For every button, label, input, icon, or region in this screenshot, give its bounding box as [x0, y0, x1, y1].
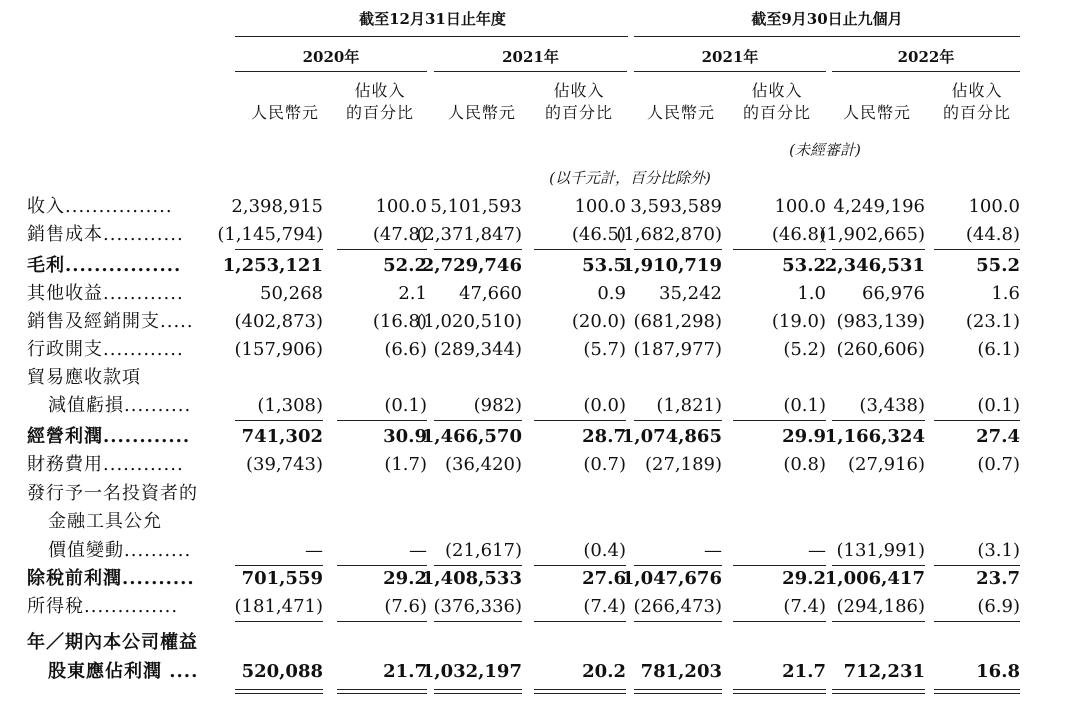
total-double-rule — [733, 689, 826, 694]
percentage-cell: 29.2 — [782, 568, 826, 589]
subtotal-rule — [337, 420, 427, 421]
table-row — [0, 393, 1074, 419]
table-row — [0, 566, 1074, 592]
table-row — [0, 424, 1074, 450]
percentage-cell: (7.6) — [384, 596, 427, 617]
table-row — [0, 194, 1074, 220]
amount-cell: (266,473) — [633, 596, 722, 617]
total-double-rule — [235, 689, 323, 694]
amount-cell: (157,906) — [234, 339, 323, 360]
percentage-cell: 21.7 — [383, 661, 427, 682]
amount-cell: (1,821) — [656, 395, 722, 416]
percentage-cell: (0.7) — [977, 454, 1020, 475]
percentage-cell: (6.1) — [977, 339, 1020, 360]
percentage-cell: (1.7) — [384, 454, 427, 475]
row-label: 所得稅.............. — [27, 596, 179, 617]
amount-cell: 701,559 — [241, 568, 323, 589]
period-header-full-year: 截至12月31日止年度 — [359, 10, 506, 28]
table-row — [0, 309, 1074, 335]
amount-cell: 1,408,533 — [421, 568, 522, 589]
col-header-pct: 佔收入 的百分比 — [942, 81, 1011, 122]
percentage-cell: 55.2 — [976, 255, 1020, 276]
percentage-cell: (0.1) — [977, 395, 1020, 416]
subtotal-rule — [534, 249, 626, 250]
amount-cell: (1,308) — [257, 395, 323, 416]
subtotal-rule — [534, 420, 626, 421]
col-header-pct: 佔收入 的百分比 — [544, 81, 613, 122]
row-label-line — [0, 365, 1074, 391]
percentage-cell: 0.9 — [597, 283, 626, 304]
amount-cell: (294,186) — [836, 596, 925, 617]
subtotal-rule — [832, 420, 925, 421]
amount-cell: 1,047,676 — [621, 568, 722, 589]
row-label: 金融工具公允 — [48, 511, 162, 532]
percentage-cell: 1.0 — [797, 283, 826, 304]
subtotal-rule — [832, 621, 925, 622]
row-label: 行政開支............ — [27, 339, 184, 360]
amount-cell: 1,074,865 — [621, 426, 722, 447]
table-row — [0, 337, 1074, 363]
amount-cell: (1,902,665) — [819, 224, 925, 245]
percentage-cell: 27.6 — [582, 568, 626, 589]
year-header-2022-nine-months: 2022年 — [897, 48, 955, 66]
subtotal-rule — [934, 420, 1020, 421]
col-header-pct: 佔收入 的百分比 — [345, 81, 414, 122]
amount-cell: (681,298) — [633, 311, 722, 332]
amount-cell: — — [704, 540, 722, 561]
year-header-2021-nine-months: 2021年 — [701, 48, 759, 66]
row-label: 經營利潤............ — [27, 426, 191, 447]
total-double-rule — [434, 689, 522, 694]
percentage-cell: 53.5 — [582, 255, 626, 276]
year-header-2021: 2021年 — [502, 48, 559, 66]
percentage-cell: (5.7) — [583, 339, 626, 360]
percentage-cell: 53.2 — [782, 255, 826, 276]
col-header-amount: 人民幣元 — [842, 103, 911, 122]
total-double-rule — [534, 689, 626, 694]
year-divider — [634, 71, 826, 72]
percentage-cell: 21.7 — [782, 661, 826, 682]
subtotal-rule — [634, 249, 722, 250]
col-header-amount: 人民幣元 — [250, 103, 319, 122]
subtotal-rule — [534, 621, 626, 622]
subtotal-rule — [337, 249, 427, 250]
row-label: 其他收益............ — [27, 283, 184, 304]
subtotal-rule — [434, 249, 522, 250]
subtotal-rule — [434, 621, 522, 622]
col-header-amount: 人民幣元 — [646, 103, 715, 122]
header-divider — [235, 36, 628, 37]
row-label: 價值變動.......... — [48, 540, 192, 561]
units-note: (以千元計，百分比除外) — [549, 169, 711, 187]
subtotal-rule — [832, 249, 925, 250]
percentage-cell: — — [409, 540, 427, 561]
total-double-rule — [934, 689, 1020, 694]
table-row — [0, 222, 1074, 248]
row-label-line — [0, 509, 1074, 535]
percentage-cell: (47.8) — [372, 224, 427, 245]
table-row — [0, 253, 1074, 279]
percentage-cell: (44.8) — [965, 224, 1020, 245]
percentage-cell: 2.1 — [398, 283, 427, 304]
percentage-cell: 29.2 — [383, 568, 427, 589]
percentage-cell: — — [808, 540, 826, 561]
table-row — [0, 281, 1074, 307]
percentage-cell: (23.1) — [965, 311, 1020, 332]
col-header-pct: 佔收入 的百分比 — [742, 81, 811, 122]
percentage-cell: (7.4) — [583, 596, 626, 617]
row-label-line — [0, 630, 1074, 656]
percentage-cell: (20.0) — [571, 311, 626, 332]
amount-cell: (3,438) — [859, 395, 925, 416]
amount-cell: (181,471) — [234, 596, 323, 617]
amount-cell: 3,593,589 — [630, 196, 722, 217]
amount-cell: 47,660 — [459, 283, 522, 304]
percentage-cell: (5.2) — [783, 339, 826, 360]
percentage-cell: 1.6 — [991, 283, 1020, 304]
row-label: 貿易應收款項 — [27, 367, 141, 388]
year-header-2020: 2020年 — [302, 48, 360, 66]
year-divider — [832, 71, 1020, 72]
amount-cell: (982) — [473, 395, 522, 416]
subtotal-rule — [434, 420, 522, 421]
amount-cell: 5,101,593 — [430, 196, 522, 217]
percentage-cell: (0.8) — [783, 454, 826, 475]
amount-cell: (2,371,847) — [416, 224, 522, 245]
percentage-cell: 20.2 — [582, 661, 626, 682]
row-label: 減值虧損.......... — [48, 395, 192, 416]
table-row — [0, 659, 1074, 685]
percentage-cell: (16.8) — [372, 311, 427, 332]
amount-cell: 2,729,746 — [421, 255, 522, 276]
amount-cell: (260,606) — [836, 339, 925, 360]
row-label: 銷售成本............ — [27, 224, 184, 245]
percentage-cell: (0.0) — [583, 395, 626, 416]
header-divider — [634, 36, 1020, 37]
total-double-rule — [634, 689, 722, 694]
row-label-line — [0, 481, 1074, 507]
row-label: 銷售及經銷開支..... — [27, 311, 194, 332]
amount-cell: 1,910,719 — [621, 255, 722, 276]
subtotal-rule — [337, 621, 427, 622]
subtotal-rule — [235, 249, 323, 250]
percentage-cell: 29.9 — [782, 426, 826, 447]
amount-cell: (131,991) — [836, 540, 925, 561]
percentage-cell: 100.0 — [574, 196, 626, 217]
percentage-cell: (0.7) — [583, 454, 626, 475]
percentage-cell: (0.4) — [583, 540, 626, 561]
percentage-cell: 23.7 — [976, 568, 1020, 589]
amount-cell: 1,253,121 — [222, 255, 323, 276]
table-row — [0, 538, 1074, 564]
amount-cell: (36,420) — [444, 454, 522, 475]
amount-cell: 66,976 — [862, 283, 925, 304]
row-label: 股東應佔利潤 .... — [48, 661, 199, 682]
amount-cell: (27,916) — [847, 454, 925, 475]
percentage-cell: 28.7 — [582, 426, 626, 447]
amount-cell: (39,743) — [245, 454, 323, 475]
percentage-cell: 100.0 — [968, 196, 1020, 217]
amount-cell: 1,006,417 — [824, 568, 925, 589]
percentage-cell: (46.5) — [571, 224, 626, 245]
amount-cell: 712,231 — [843, 661, 925, 682]
amount-cell: 1,166,324 — [824, 426, 925, 447]
table-row — [0, 452, 1074, 478]
amount-cell: 741,302 — [241, 426, 323, 447]
percentage-cell: 52.2 — [383, 255, 427, 276]
amount-cell: (1,145,794) — [217, 224, 323, 245]
subtotal-rule — [235, 420, 323, 421]
table-row — [0, 594, 1074, 620]
percentage-cell: 16.8 — [976, 661, 1020, 682]
amount-cell: (983,139) — [836, 311, 925, 332]
total-double-rule — [832, 689, 925, 694]
amount-cell: (376,336) — [433, 596, 522, 617]
amount-cell: (402,873) — [234, 311, 323, 332]
row-label: 發行予一名投資者的 — [27, 483, 198, 504]
amount-cell: 50,268 — [260, 283, 323, 304]
row-label: 財務費用............ — [27, 454, 184, 475]
amount-cell: (1,682,870) — [616, 224, 722, 245]
amount-cell: 35,242 — [659, 283, 722, 304]
percentage-cell: (0.1) — [384, 395, 427, 416]
subtotal-rule — [733, 621, 826, 622]
subtotal-rule — [934, 249, 1020, 250]
amount-cell: (27,189) — [644, 454, 722, 475]
row-label: 除稅前利潤.......... — [27, 568, 195, 589]
percentage-cell: (6.6) — [384, 339, 427, 360]
period-header-nine-months: 截至9月30日止九個月 — [751, 10, 903, 28]
amount-cell: (1,020,510) — [416, 311, 522, 332]
row-label: 年／期內本公司權益 — [27, 632, 198, 653]
amount-cell: 4,249,196 — [833, 196, 925, 217]
year-divider — [235, 71, 427, 72]
percentage-cell: 27.4 — [976, 426, 1020, 447]
percentage-cell: (3.1) — [977, 540, 1020, 561]
amount-cell: 2,398,915 — [231, 196, 323, 217]
subtotal-rule — [235, 621, 323, 622]
percentage-cell: 100.0 — [375, 196, 427, 217]
row-label: 毛利................ — [27, 255, 182, 276]
percentage-cell: (19.0) — [771, 311, 826, 332]
percentage-cell: 30.9 — [383, 426, 427, 447]
subtotal-rule — [733, 420, 826, 421]
percentage-cell: (0.1) — [783, 395, 826, 416]
amount-cell: 2,346,531 — [824, 255, 925, 276]
amount-cell: — — [305, 540, 323, 561]
year-divider — [434, 71, 627, 72]
percentage-cell: (6.9) — [977, 596, 1020, 617]
amount-cell: (187,977) — [633, 339, 722, 360]
subtotal-rule — [634, 420, 722, 421]
percentage-cell: 100.0 — [774, 196, 826, 217]
unaudited-note: (未經審計) — [789, 141, 861, 159]
col-header-amount: 人民幣元 — [447, 103, 516, 122]
amount-cell: 1,032,197 — [421, 661, 522, 682]
percentage-cell: (7.4) — [783, 596, 826, 617]
total-double-rule — [337, 689, 427, 694]
subtotal-rule — [634, 621, 722, 622]
amount-cell: (21,617) — [444, 540, 522, 561]
amount-cell: 520,088 — [241, 661, 323, 682]
subtotal-rule — [733, 249, 826, 250]
row-label: 收入................ — [27, 196, 173, 217]
subtotal-rule — [934, 621, 1020, 622]
amount-cell: 781,203 — [640, 661, 722, 682]
amount-cell: 1,466,570 — [421, 426, 522, 447]
percentage-cell: (46.8) — [771, 224, 826, 245]
amount-cell: (289,344) — [433, 339, 522, 360]
